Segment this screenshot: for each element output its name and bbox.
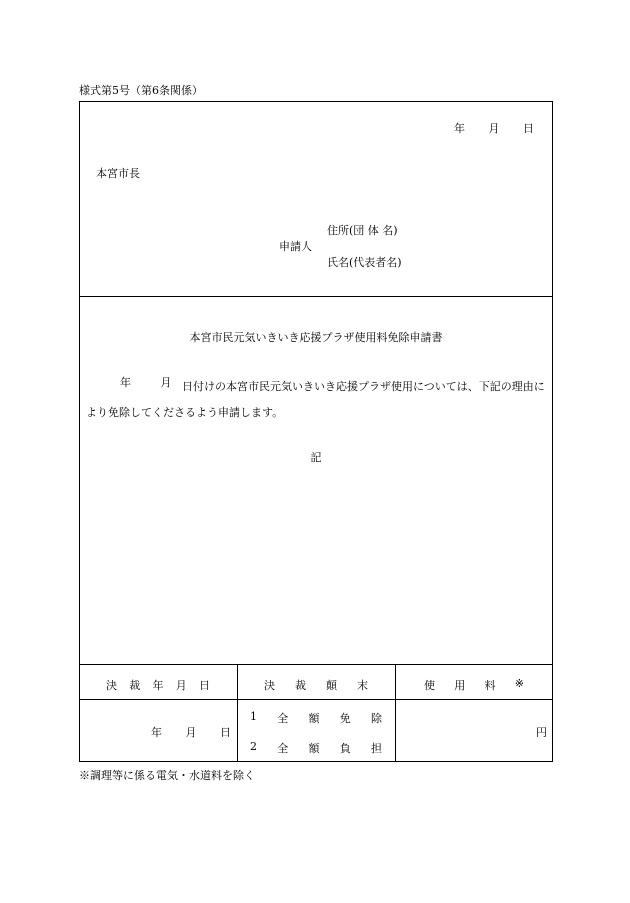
date-day: 日 bbox=[523, 122, 534, 135]
application-form bbox=[79, 101, 553, 762]
applicant-label: 申請人 bbox=[279, 240, 312, 253]
option-full-exemption: 1 全 額 免 除 bbox=[250, 710, 382, 725]
table-top-border bbox=[80, 664, 552, 665]
addressee: 本宮市長 bbox=[96, 167, 140, 180]
decision-date-cell: 年 月 日 bbox=[151, 726, 231, 739]
body-date-year: 年 bbox=[120, 376, 131, 389]
form-label: 様式第5号（第6条関係） bbox=[79, 84, 203, 97]
header-decision-outcome: 決 裁 顛 末 bbox=[264, 679, 368, 692]
fee-unit: 円 bbox=[536, 726, 547, 739]
date-header bbox=[454, 120, 534, 136]
date-year: 年 bbox=[454, 122, 465, 135]
table-col-divider-2 bbox=[395, 664, 396, 761]
body-text bbox=[86, 374, 546, 426]
table-header-divider bbox=[80, 699, 552, 700]
header-decision-date: 決 裁 年 月 日 bbox=[106, 679, 210, 692]
document-title: 本宮市民元気いきいき応援プラザ使用料免除申請書 bbox=[189, 331, 443, 344]
header-fee: 使 用 料 ※ bbox=[424, 677, 524, 692]
body-text-content: 日付けの本宮市民元気いきいき応援プラザ使用については、下記の理由により免除してくださるよう申請します。 bbox=[86, 380, 545, 419]
applicant-address-label: 住所(団 体 名) bbox=[327, 224, 398, 237]
date-month: 月 bbox=[488, 122, 500, 135]
footnote: ※調理等に係る電気・水道料を除く bbox=[79, 769, 255, 782]
applicant-name-label: 氏名(代表者名) bbox=[327, 256, 402, 269]
body-date-month: 月 bbox=[160, 376, 172, 389]
table-col-divider-1 bbox=[237, 664, 238, 761]
ki-label: 記 bbox=[310, 451, 322, 464]
option-full-payment: 2 全 額 負 担 bbox=[250, 740, 382, 755]
header-divider bbox=[80, 296, 552, 297]
